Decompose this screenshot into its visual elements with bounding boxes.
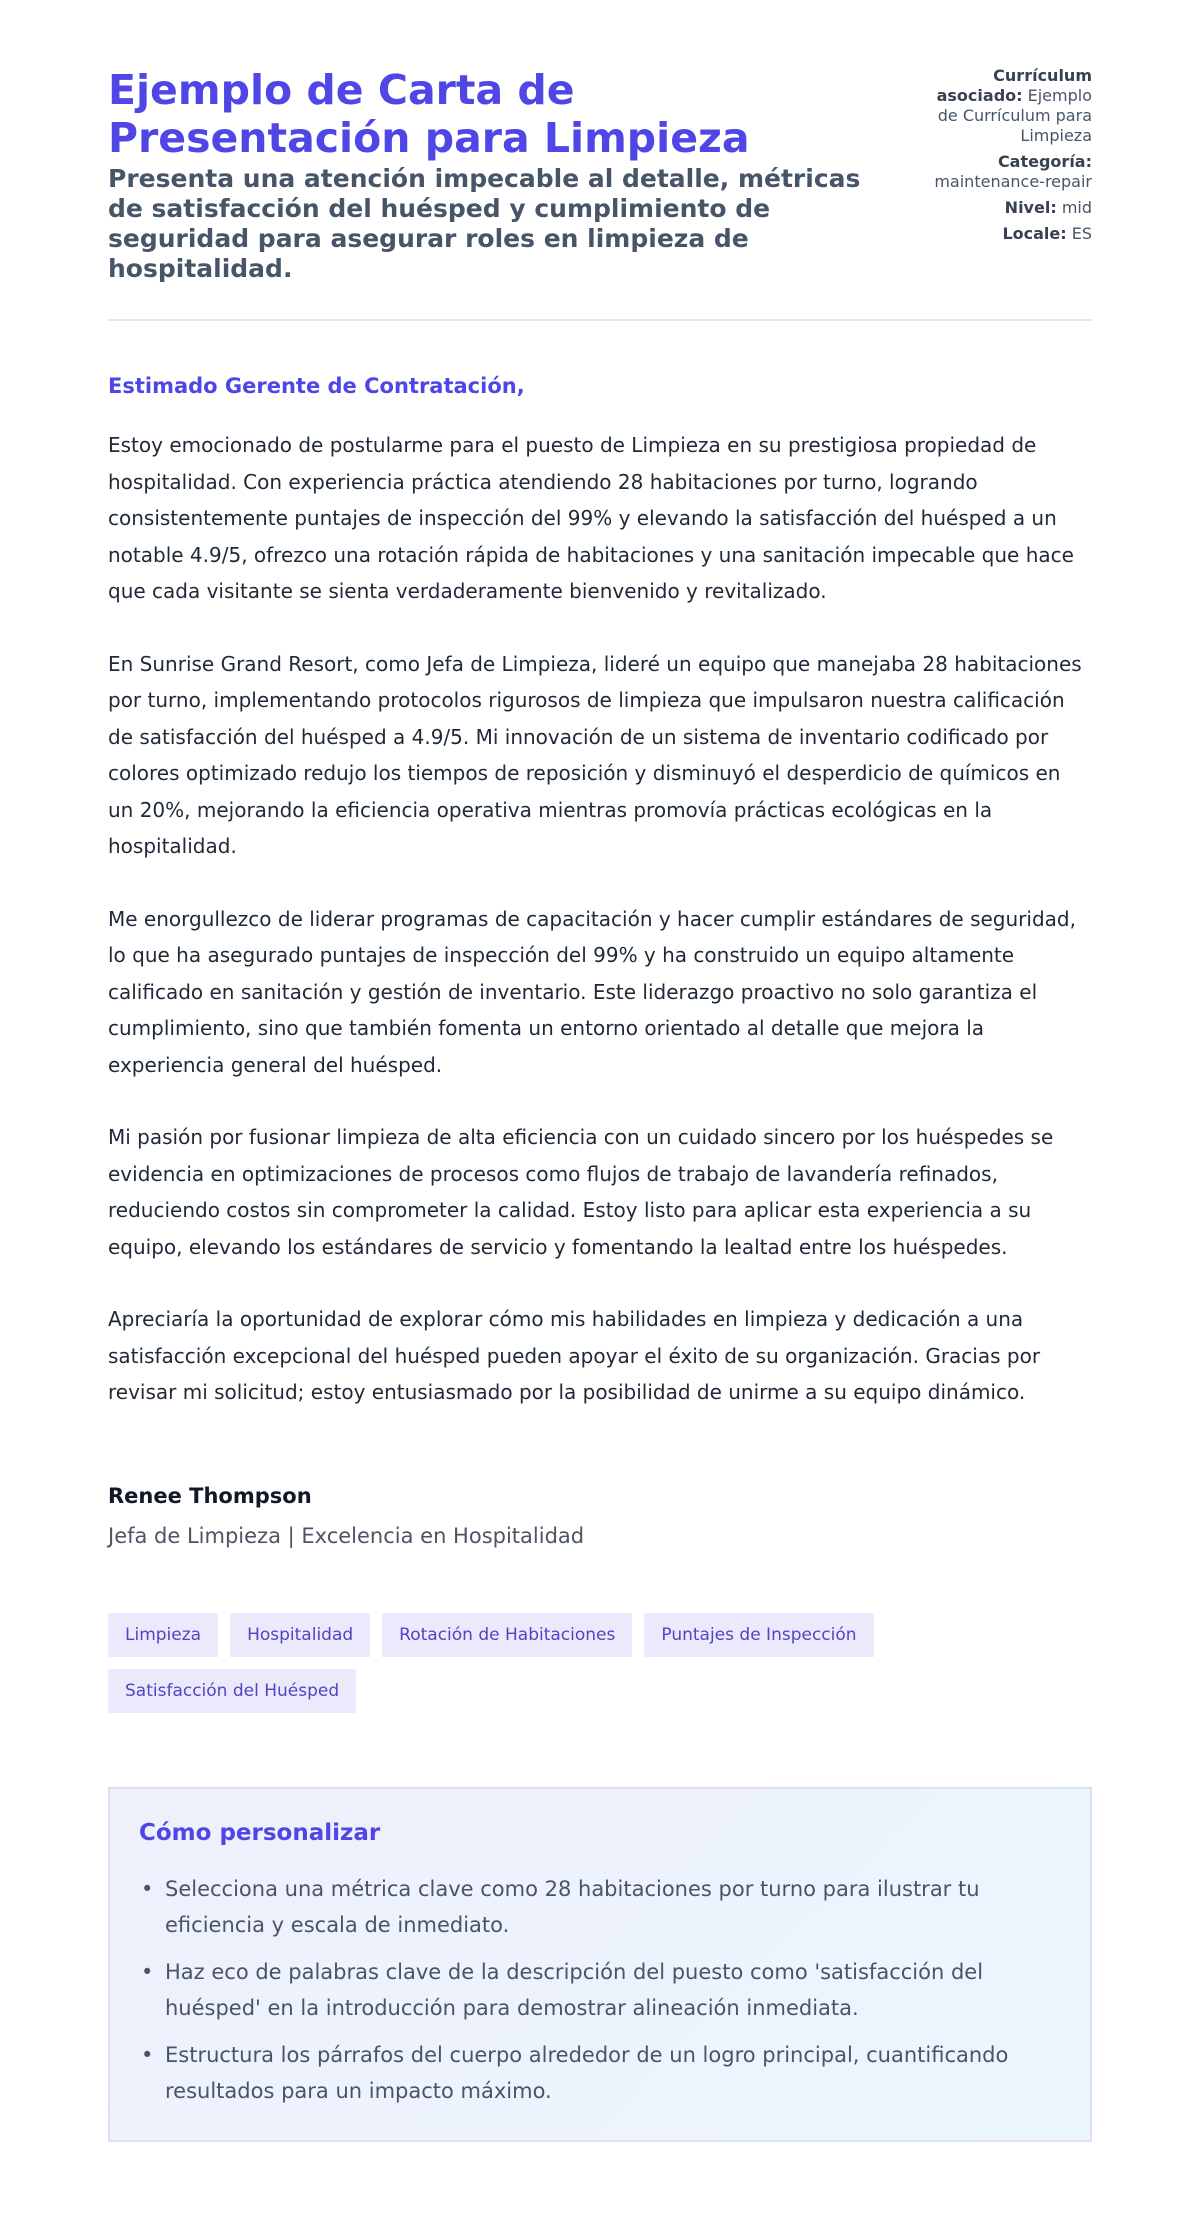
metadata-panel: [922, 66, 1092, 250]
paragraph-closing: Apreciaría la oportunidad de explorar cómo mis habilidades en limpieza y dedicación a una satisfacción excepcional del huésped pueden apoyar el éxito de su organización. Gracias por revisar mi solicitud; estoy entusiasmado por la posibilidad de unirme a su equipo dinámico.: [108, 1307, 1041, 1404]
tip-text: Selecciona una métrica clave como 28 habitaciones por turno para ilustrar tu eficiencia y escala de inmediato.: [165, 1876, 980, 1937]
tip-item: [139, 2037, 1060, 2110]
tips-title: Cómo personalizar: [139, 1819, 381, 1846]
meta-level-value: mid: [1061, 198, 1092, 217]
meta-category: [922, 152, 1092, 192]
tag-satisfaccion-huesped[interactable]: Satisfacción del Huésped: [108, 1669, 356, 1713]
page-header: [108, 66, 1092, 321]
tip-item: [139, 1954, 1060, 2027]
tag-puntajes-inspeccion[interactable]: Puntajes de Inspección: [644, 1613, 873, 1657]
bullet-icon: •: [141, 1876, 154, 1901]
tag-hospitalidad[interactable]: Hospitalidad: [230, 1613, 370, 1657]
signature-name: Renee Thompson: [108, 1483, 312, 1508]
header-titles: [108, 66, 888, 284]
meta-locale-label: Locale:: [1002, 224, 1067, 243]
meta-category-label: Categoría:: [997, 152, 1092, 171]
tag-limpieza[interactable]: Limpieza: [108, 1613, 218, 1657]
keyword-tags: [108, 1613, 1092, 1713]
page-subtitle: Presenta una atención impecable al detalle, métricas de satisfacción del huésped y cumplimiento de seguridad para asegurar roles en limpieza de hospitalidad.: [108, 164, 861, 283]
bullet-icon: •: [141, 2042, 154, 2067]
meta-resume: [922, 66, 1092, 146]
tip-text: Haz eco de palabras clave de la descripción del puesto como 'satisfacción del huésped' en la introducción para demostrar alineación inmediata.: [165, 1959, 984, 2020]
signature-title: Jefa de Limpieza | Excelencia en Hospitalidad: [108, 1523, 585, 1548]
meta-resume-label: Currículum asociado:: [936, 66, 1092, 105]
paragraph-passion: Mi pasión por fusionar limpieza de alta eficiencia con un cuidado sincero por los huéspedes se evidencia en optimizaciones de procesos como flujos de trabajo de lavandería refinados, reduciendo costos sin comprometer la calidad. Estoy listo para aplicar esta experiencia a su equipo, elevando los estándares de servicio y fomentando la lealtad entre los huéspedes.: [108, 1125, 1054, 1259]
letter-body: [108, 321, 1092, 1549]
tag-rotacion-habitaciones[interactable]: Rotación de Habitaciones: [382, 1613, 632, 1657]
meta-level: [922, 198, 1092, 218]
bullet-icon: •: [141, 1959, 154, 1984]
tip-text: Estructura los párrafos del cuerpo alrededor de un logro principal, cuantificando resultados para un impacto máximo.: [165, 2042, 1009, 2103]
paragraph-leadership: Me enorgullezco de liderar programas de capacitación y hacer cumplir estándares de seguridad, lo que ha asegurado puntajes de inspección del 99% y ha construido un equipo altamente calificado en sanitación y gestión de inventario. Este liderazgo proactivo no solo garantiza el cumplimiento, sino que también fomenta un entorno orientado al detalle que mejora la experiencia general del huésped.: [108, 906, 1076, 1077]
meta-resume-value: Ejemplo de Currículum para Limpieza: [937, 86, 1092, 145]
page-title: Ejemplo de Carta de Presentación para Limpieza: [108, 66, 750, 162]
signature-block: [108, 1483, 1092, 1549]
paragraph-experience: En Sunrise Grand Resort, como Jefa de Limpieza, lideré un equipo que manejaba 28 habitaciones por turno, implementando protocolos rigurosos de limpieza que impulsaron nuestra calificación de satisfacción del huésped a 4.9/5. Mi innovación de un sistema de inventario codificado por colores optimizado redujo los tiempos de reposición y disminuyó el desperdicio de químicos en un 20%, mejorando la eficiencia operativa mientras promovía prácticas ecológicas en la hospitalidad.: [108, 651, 1082, 858]
paragraph-intro: Estoy emocionado de postularme para el puesto de Limpieza en su prestigiosa propiedad de hospitalidad. Con experiencia práctica atendiendo 28 habitaciones por turno, logrando consistentemente puntajes de inspección del 99% y elevando la satisfacción del huésped a un notable 4.9/5, ofrezco una rotación rápida de habitaciones y una sanitación impecable que hace que cada visitante se sienta verdaderamente bienvenido y revitalizado.: [108, 433, 1074, 603]
meta-locale: [922, 224, 1092, 244]
customization-tips: [108, 1787, 1092, 2142]
meta-level-label: Nivel:: [1004, 198, 1057, 217]
meta-locale-value: ES: [1071, 224, 1092, 243]
tip-item: [139, 1871, 1060, 1944]
meta-category-value: maintenance-repair: [934, 172, 1092, 191]
tips-list: [139, 1871, 1060, 2110]
salutation: Estimado Gerente de Contratación,: [108, 374, 525, 398]
cover-letter-page: [108, 0, 1092, 2210]
